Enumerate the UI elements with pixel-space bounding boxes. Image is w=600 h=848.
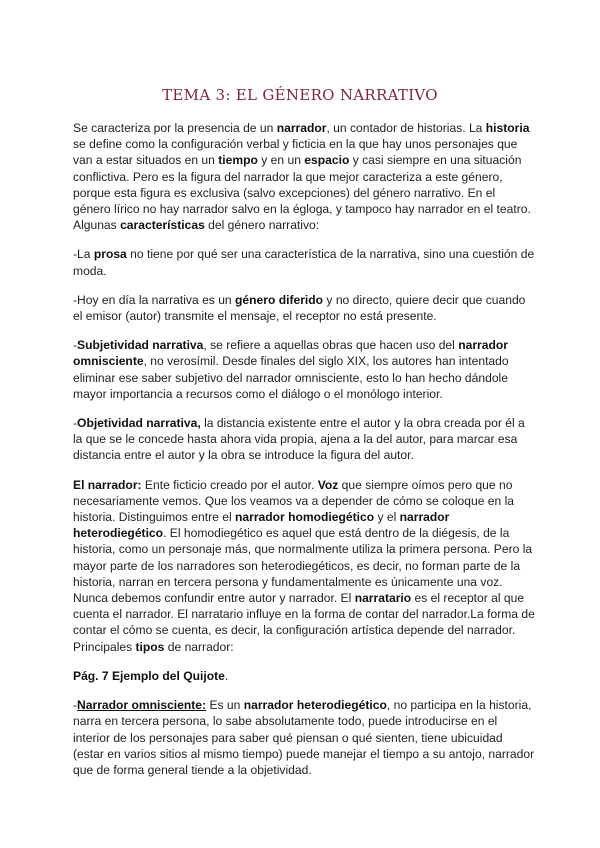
text-run: y en un bbox=[257, 153, 305, 168]
bold-term: Subjetividad narrativa bbox=[77, 338, 204, 353]
paragraph-genero-diferido bbox=[73, 292, 535, 324]
bold-term: narrador omnisciente bbox=[73, 338, 508, 369]
bold-term: narrador bbox=[276, 121, 327, 135]
text-run: - bbox=[73, 416, 78, 431]
text-run: que siempre oímos pero que no necesariamente vemos. Que los veamos va a depender de cómo se coloque en la historia. Distinguimos entre el bbox=[73, 477, 515, 525]
text-run: -Hoy en día la narrativa es un bbox=[73, 292, 236, 307]
text-run: y el bbox=[374, 510, 400, 525]
bold-term: Objetividad narrativa, bbox=[77, 416, 201, 431]
text-run: , se refiere a aquellas obras que hacen uso del bbox=[203, 338, 459, 353]
bold-term: características bbox=[120, 218, 205, 233]
paragraph-quijote-ref bbox=[73, 668, 535, 684]
paragraph-prosa bbox=[73, 246, 535, 278]
page-title: TEMA 3: EL GÉNERO NARRATIVO bbox=[162, 86, 438, 104]
bold-term: Pág. 7 Ejemplo del Quijote bbox=[73, 668, 225, 683]
text-run: , no participa en la historia, narra en tercera persona, lo sabe absolutamente todo, puede introducirse en el interior de los personajes para saber qué piensan o qué sienten, tiene ubicuidad (estar en varios sitios al mismo tiempo) puede manejar el tiempo a su antojo, narrador que de forma general tiende a la objetividad. bbox=[73, 698, 535, 777]
paragraph-intro bbox=[73, 120, 535, 233]
paragraph-objetividad bbox=[73, 415, 535, 464]
text-run: no tiene por qué ser una característica de la narrativa, sino una cuestión de moda. bbox=[73, 247, 535, 278]
text-run: Se caracteriza por la presencia de un bbox=[73, 121, 277, 135]
bold-term: tipos bbox=[135, 639, 165, 654]
underlined-term: Narrador omnisciente: bbox=[77, 698, 207, 713]
bold-term: narrador heterodiegético bbox=[243, 698, 387, 713]
bold-term: narrador heterodiegético bbox=[73, 510, 450, 541]
text-run: -La bbox=[73, 247, 94, 262]
text-run: la distancia existente entre el autor y la obra creada por él a la que se le concede hasta ahora vida propia, ajena a la del autor, para marcar esa distancia entre el autor y la obra se introduce la figura del autor. bbox=[73, 416, 525, 463]
bold-term: Voz bbox=[317, 477, 339, 492]
text-run: se define como la configuración verbal y ficticia en la que hay unos personajes que van a estar situados en un bbox=[73, 137, 518, 168]
text-run: de narrador: bbox=[164, 639, 234, 654]
bold-term: narrador homodiegético bbox=[235, 510, 375, 525]
paragraph-narrador bbox=[73, 477, 535, 655]
bold-term: género diferido bbox=[235, 292, 324, 307]
text-run: Ente ficticio creado por el autor. bbox=[141, 477, 318, 492]
text-run: , no verosímil. Desde finales del siglo XIX, los autores han intentado eliminar ese saber subjetivo del narrador omnisciente, esto lo han hecho dándole mayor importancia a recursos como el diálogo o el monólogo interior. bbox=[73, 354, 509, 401]
text-run: . El homodiegético es aquel que está dentro de la diégesis, de la historia, como un personaje más, que normalmente utiliza la primera persona. Pero la mayor parte de los narradores son heterodiegéticos, es decir, no forman parte de la historia, narran en tercera persona y fundamentalmente es únicamente una voz. Nunca debemos confundir entre autor y narrador. El bbox=[73, 526, 533, 606]
bold-term: historia bbox=[485, 121, 530, 135]
bold-term: narratario bbox=[354, 591, 412, 606]
text-run: es el receptor al que cuenta el narrador. El narratario influye en la forma de contar del narrador.La forma de contar el cómo se cuenta, es decir, la configuración artística depende del narrador. Principales bbox=[73, 591, 535, 654]
paragraph-omnisciente bbox=[73, 697, 535, 778]
text-run: del género narrativo: bbox=[204, 218, 320, 233]
bold-term bbox=[77, 698, 206, 712]
text-run: - bbox=[73, 338, 78, 353]
bold-term: espacio bbox=[304, 153, 350, 168]
bold-term: El narrador: bbox=[73, 477, 142, 492]
text-run: - bbox=[73, 698, 78, 713]
text-run: Es un bbox=[206, 698, 244, 713]
text-run: y casi siempre en una situación conflictiva. Pero es la figura del narrador la que mejor caracteriza a este género, porque esta figura es exclusiva (salvo excepciones) del género narrativo. En el género lírico no hay narrador salvo en la égloga, y tampoco hay narrador en el teatro. Algunas bbox=[73, 153, 531, 233]
bold-term: prosa bbox=[93, 247, 127, 262]
text-run: , un contador de historias. La bbox=[326, 121, 486, 135]
document-body bbox=[73, 120, 535, 791]
bold-term: tiempo bbox=[218, 153, 258, 168]
text-run: . bbox=[224, 668, 229, 683]
text-run: y no directo, quiere decir que cuando el emisor (autor) transmite el mensaje, el receptor no está presente. bbox=[73, 292, 526, 324]
paragraph-subjetividad bbox=[73, 337, 535, 402]
